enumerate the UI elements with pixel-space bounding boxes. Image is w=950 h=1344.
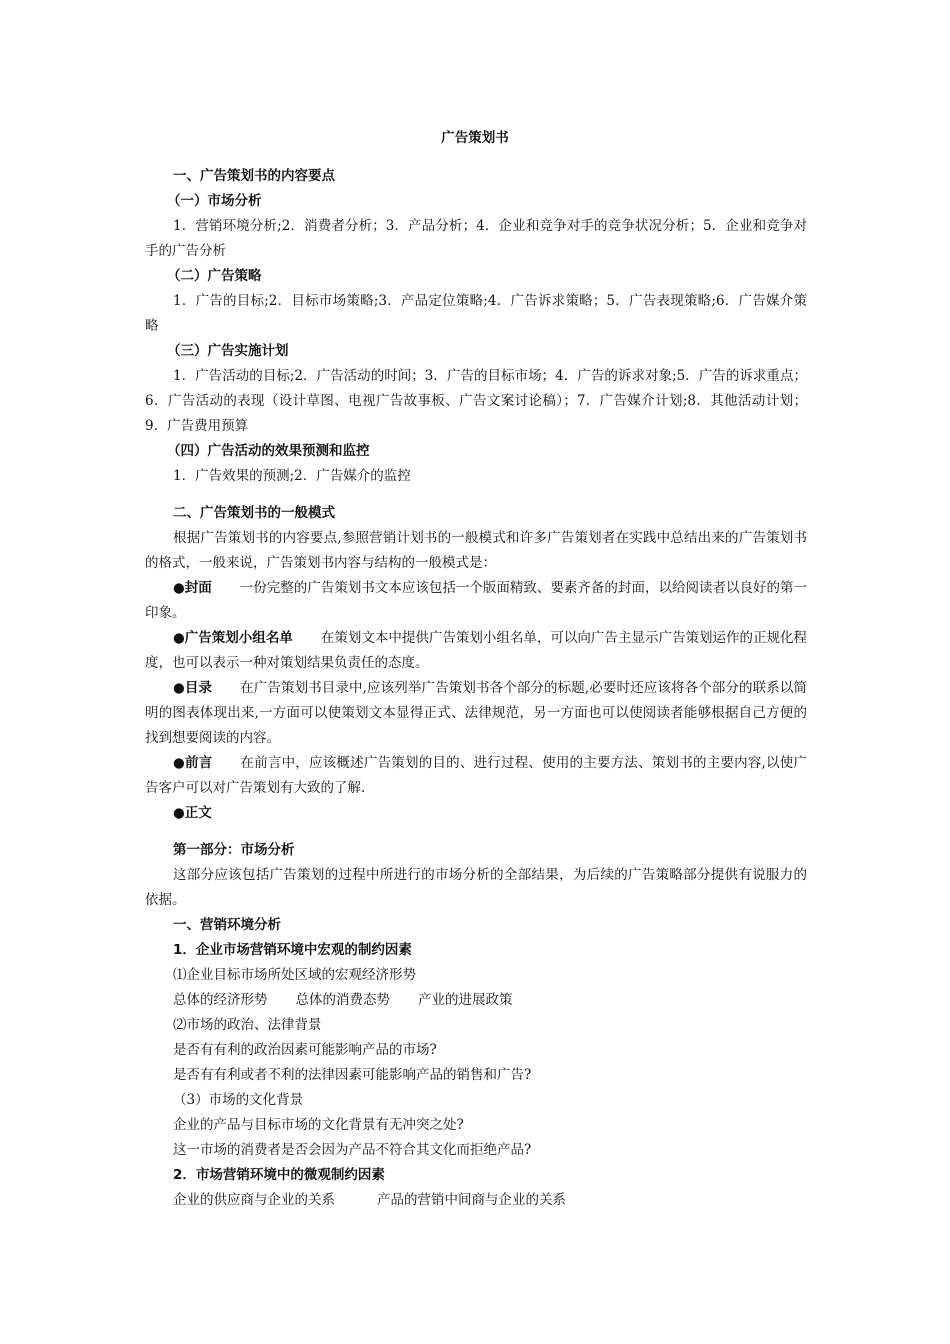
bullet-text: 在策划文本中提供广告策划小组名单，可以向广告主显示广告策划运作的正规化程度，也可以表示一种对策划结果负责任的态度。 [145,630,808,671]
text-line: ⑵市场的政治、法律背景 [173,1017,322,1033]
bullet-item [145,751,807,801]
text-line: 是否有有利或者不利的法律因素可能影响产品的销售和广告? [173,1067,532,1083]
text-line [145,1188,807,1213]
document-title: 广告策划书 [441,130,509,146]
subsection-heading: （二）广告策略 [167,268,262,284]
subsection-heading: 2．市场营销环境中的微观制约因素 [173,1167,385,1183]
text-item: 产品的营销中间商与企业的关系 [377,1192,566,1208]
paragraph: 1．广告效果的预测;2．广告媒介的监控 [173,468,411,484]
text-item: 产业的进展政策 [418,992,513,1008]
text-line: 这一市场的消费者是否会因为产品不符合其文化而拒绝产品? [173,1142,532,1158]
subsection-heading: （四）广告活动的效果预测和监控 [167,443,370,459]
section-heading: 二、广告策划书的一般模式 [173,505,335,521]
bullet-title: ●正文 [173,805,212,821]
subsection-heading: （一）市场分析 [167,193,262,209]
text-item: 总体的经济形势 [173,992,268,1008]
paragraph: 1．广告的目标;2．目标市场策略;3．产品定位策略;4．广告诉求策略；5．广告表现策略;6．广告媒介策略 [145,293,807,334]
document-body [145,164,807,1213]
bullet-title: ●封面 [173,580,212,596]
text-line: ⑴企业目标市场所处区域的宏观经济形势 [173,967,416,983]
subsection-heading: 1．企业市场营销环境中宏观的制约因素 [173,942,412,958]
paragraph: 1．营销环境分析;2．消费者分析；3．产品分析；4．企业和竞争对手的竞争状况分析；5．企业和竞争对手的广告分析 [145,218,807,259]
bullet-item [145,801,807,826]
bullet-text: 在广告策划书目录中,应该列举广告策划书各个部分的标题,必要时还应该将各个部分的联系以简明的图表体现出来,一方面可以使策划文本显得正式、法律规范，另一方面也可以使阅读者能够根据自己方便的找到想要阅读的内容。 [145,680,807,746]
section-heading: 一、营销环境分析 [173,917,281,933]
paragraph: 这部分应该包括广告策划的过程中所进行的市场分析的全部结果，为后续的广告策略部分提供有说服力的依据。 [145,867,807,908]
bullet-title: ●广告策划小组名单 [173,630,293,646]
bullet-title: ●目录 [173,680,213,696]
text-item: 企业的供应商与企业的关系 [173,1192,335,1208]
bullet-title: ●前言 [173,755,213,771]
subsection-heading: （三）广告实施计划 [167,343,289,359]
bullet-item [145,676,807,751]
text-line: 是否有有利的政治因素可能影响产品的市场? [173,1042,437,1058]
bullet-text: 一份完整的广告策划书文本应该包括一个版面精致、要素齐备的封面，以给阅读者以良好的第一印象。 [145,580,807,621]
text-line: 企业的产品与目标市场的文化背景有无冲突之处? [173,1117,464,1133]
bullet-item [145,576,807,626]
text-line [145,988,807,1013]
section-heading: 一、广告策划书的内容要点 [173,168,335,184]
paragraph: 1．广告活动的目标;2．广告活动的时间；3．广告的目标市场；4．广告的诉求对象;5．广告的诉求重点；6．广告活动的表现（设计草图、电视广告故事板、广告文案讨论稿）；7．广告媒介计划;8．其他活动计划；9．广告费用预算 [145,368,807,434]
text-item: 总体的消费态势 [295,992,390,1008]
part-heading: 第一部分：市场分析 [173,842,295,858]
bullet-text: 在前言中，应该概述广告策划的目的、进行过程、使用的主要方法、策划书的主要内容,以使广告客户可以对广告策划有大致的了解. [145,755,807,796]
bullet-item [145,626,807,676]
paragraph: 根据广告策划书的内容要点,参照营销计划书的一般模式和许多广告策划者在实践中总结出来的广告策划书的格式，一般来说，广告策划书内容与结构的一般模式是： [145,530,807,571]
text-line: （3）市场的文化背景 [173,1092,304,1108]
